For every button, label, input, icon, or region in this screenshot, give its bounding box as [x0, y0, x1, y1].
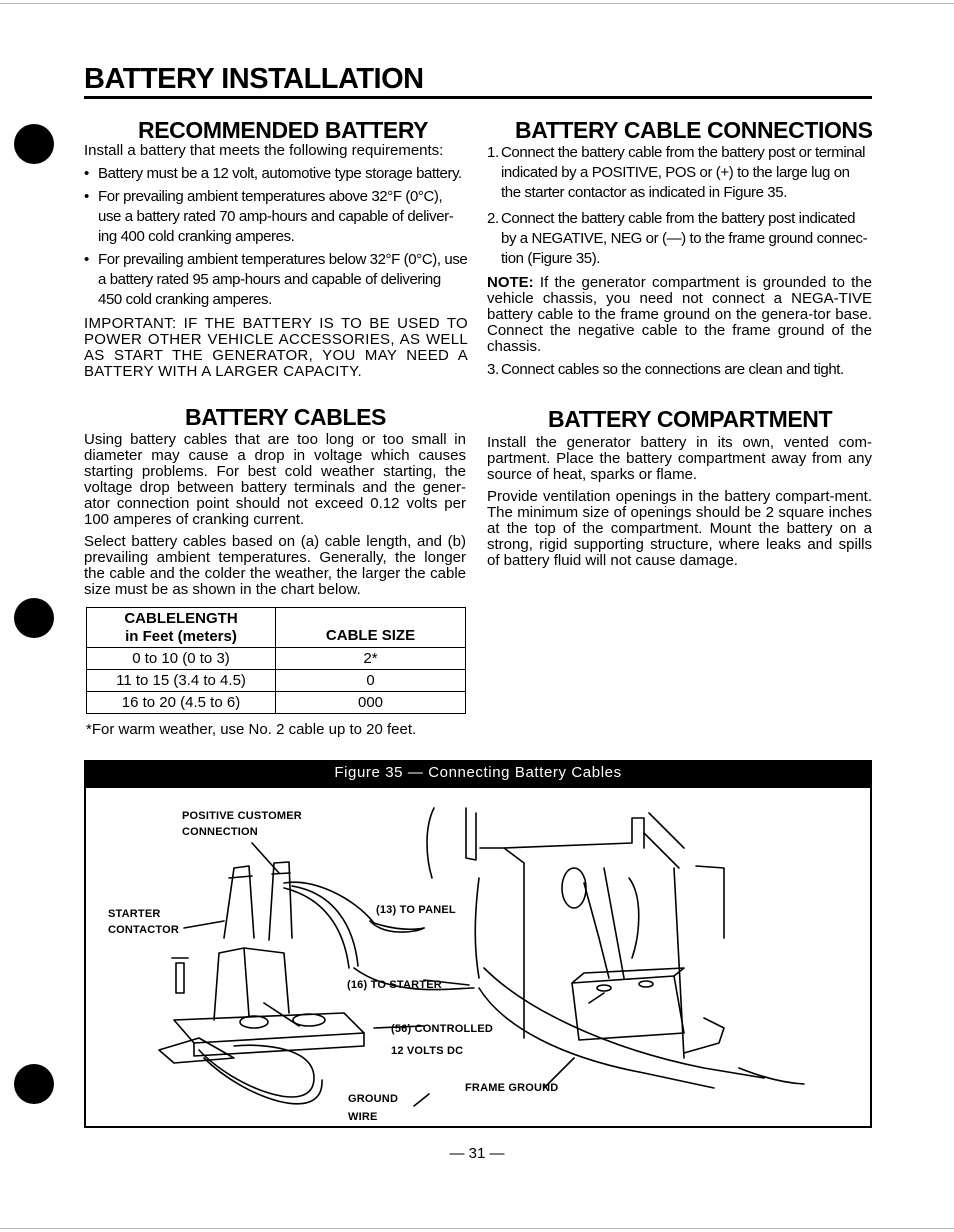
table-footnote: *For warm weather, use No. 2 cable up to 20 feet. [86, 721, 417, 738]
connection-step: 2. Connect the battery cable from the battery post indicated by a NEGATIVE, NEG or (—) to the frame ground connec-tion (Figure 35). [487, 210, 868, 267]
battery-compartment-heading: BATTERY COMPARTMENT [548, 406, 833, 432]
label-leader-lines [184, 843, 574, 1106]
cable-size-cell: 2* [363, 650, 378, 667]
cables-paragraph: Select battery cables based on (a) cable length, and (b) prevailing ambient temperatures. Generally, the longer the cable and the colder the weather, the larger the cable size must be as shown in the chart below. [84, 533, 466, 598]
battery-cables-section [84, 432, 466, 598]
binder-hole [14, 1064, 54, 1104]
scan-edge-top [0, 3, 954, 4]
cable-length-cell: 0 to 10 (0 to 3) [87, 648, 276, 670]
cable-size-table [86, 607, 466, 714]
column-header-length: CABLELENGTH in Feet (meters) [87, 608, 276, 648]
important-notice: IMPORTANT: IF THE BATTERY IS TO BE USED TO POWER OTHER VEHICLE ACCESSORIES, AS WELL AS START THE GENERATOR, YOU MAY NEED A BATTERY WITH A LARGER CAPACITY. [84, 315, 468, 380]
to-panel-label: (13) TO PANEL [376, 904, 456, 916]
page-number: — 31 — [449, 1145, 505, 1162]
connection-note: NOTE: If the generator compartment is grounded to the vehicle chassis, you need not connect a NEGA-TIVE battery cable to the frame ground on the genera-tor base. Connect the negative cable to the frame ground of the chassis. [487, 274, 872, 355]
compartment-paragraph: Install the generator battery in its own, vented com-partment. Place the battery compartment away from any source of heat, sparks or flame. [487, 434, 872, 483]
starter-contactor-label: STARTER CONTACTOR [108, 908, 180, 936]
ground-wire-label: GROUND WIRE [348, 1093, 399, 1123]
battery-compartment-section [487, 435, 872, 569]
binder-hole [14, 124, 54, 164]
positive-connection-label: POSITIVE CUSTOMER CONNECTION [182, 810, 302, 838]
scan-edge-bottom [0, 1228, 954, 1229]
table-row [87, 648, 466, 670]
table-row [87, 692, 466, 714]
cable-connections-section [487, 143, 872, 386]
column-header-size: CABLE SIZE [325, 627, 416, 644]
figure-caption: Figure 35 — Connecting Battery Cables [334, 764, 622, 781]
to-starter-label: (16) TO STARTER [347, 979, 442, 991]
title-rule [84, 96, 872, 99]
cable-size-cell: 000 [357, 694, 384, 711]
controlled-12v-label: (56) CONTROLLED 12 VOLTS DC [391, 1023, 493, 1057]
cables-paragraph: Using battery cables that are too long or too small in diameter may cause a drop in voltage which causes starting problems. For best cold weather starting, the voltage drop between battery terminals and the gener-ator connection point should not exceed 0.12 volts per 100 amperes of cranking current. [84, 431, 466, 528]
figure-caption-bar [84, 760, 872, 788]
recommended-battery-section [84, 143, 468, 380]
battery-cables-heading: BATTERY CABLES [185, 404, 386, 430]
requirement-item: • Battery must be a 12 volt, automotive type storage battery. [84, 165, 462, 182]
connection-step: 1. Connect the battery cable from the battery post or terminal indicated by a POSITIVE, POS or (+) to the large lug on the starter contactor as indicated in Figure 35. [487, 144, 866, 201]
table-header-row [87, 608, 466, 648]
connection-step: 3. Connect cables so the connections are clean and tight. [487, 361, 844, 378]
table-row [87, 670, 466, 692]
recommended-intro: Install a battery that meets the following requirements: [84, 142, 444, 159]
binder-hole [14, 598, 54, 638]
frame-ground-label: FRAME GROUND [465, 1082, 559, 1094]
requirement-item: • For prevailing ambient temperatures above 32°F (0°C), use a battery rated 70 amp-hours and capable of deliver-ing 400 cold cranking amperes. [84, 188, 454, 245]
battery-drawing [572, 968, 684, 1040]
cable-connections-heading: BATTERY CABLE CONNECTIONS [515, 117, 873, 143]
recommended-battery-heading: RECOMMENDED BATTERY [138, 117, 429, 143]
cable-size-cell: 0 [366, 672, 375, 689]
page-title: BATTERY INSTALLATION [84, 63, 424, 95]
compartment-paragraph: Provide ventilation openings in the battery compart-ment. The minimum size of openings should be 2 square inches at the top of the compartment. Mount the battery on a strong, rigid supporting structure, where leaks and spills of battery fluid will not cause damage. [487, 488, 872, 569]
cable-length-cell: 11 to 15 (3.4 to 4.5) [87, 670, 276, 692]
cable-length-cell: 16 to 20 (4.5 to 6) [87, 692, 276, 714]
requirement-item: • For prevailing ambient temperatures below 32°F (0°C), use a battery rated 95 amp-hours and capable of delivering 450 cold cranking amperes. [84, 251, 468, 308]
